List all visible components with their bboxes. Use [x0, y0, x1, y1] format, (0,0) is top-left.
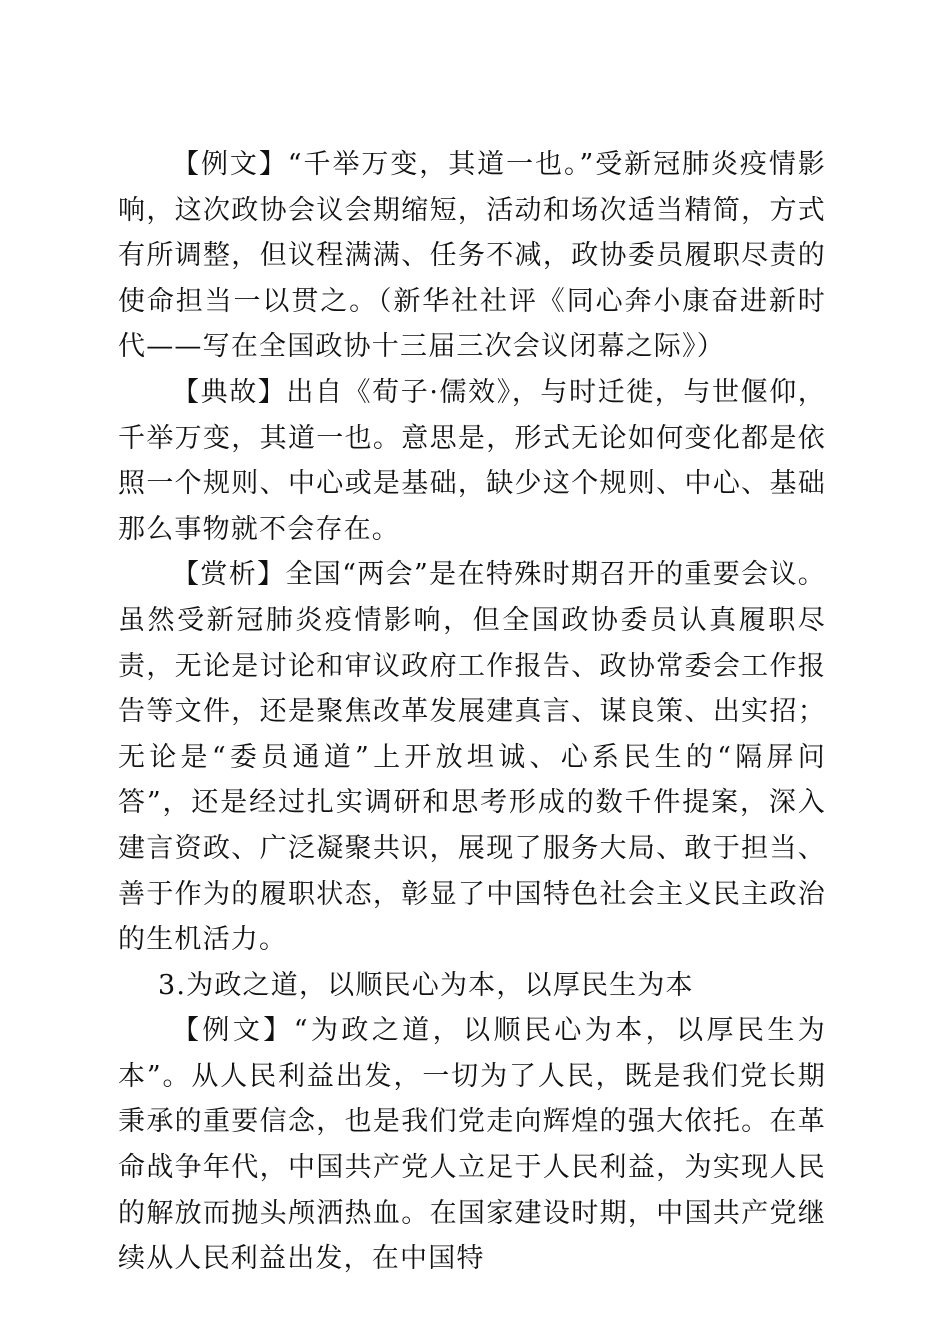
- allusion-text: 出自《荀子·儒效》，与时迁徙，与世偃仰，千举万变，其道一也。意思是，形式无论如何变化都是依照一个规则、中心或是基础，缺少这个规则、中心、基础那么事物就不会存在。: [118, 376, 826, 545]
- document-body: [118, 142, 826, 1282]
- example-text-2: “为政之道，以顺民心为本，以厚民生为本”。从人民利益出发，一切为了人民，既是我们党长期秉承的重要信念，也是我们党走向辉煌的强大依托。在革命战争年代，中国共产党人立足于人民利益，为实现人民的解放而抛头颅洒热血。在国家建设时期，中国共产党继续从人民利益出发，在中国特: [118, 1015, 826, 1275]
- example-text: “千举万变，其道一也。”受新冠肺炎疫情影响，这次政协会议会期缩短，活动和场次适当精简，方式有所调整，但议程满满、任务不减，政协委员履职尽责的使命担当一以贯之。（新华社社评《同心奔小康奋进新时代——写在全国政协十三届三次会议闭幕之际》）: [118, 149, 826, 363]
- example-tag: 【例文】: [172, 149, 288, 180]
- example-tag-2: 【例文】: [172, 1015, 294, 1047]
- analysis-tag: 【赏析】: [172, 559, 286, 591]
- section-heading-3: 3.为政之道，以顺民心为本，以厚民生为本: [158, 969, 694, 1001]
- allusion-tag: 【典故】: [172, 376, 287, 408]
- analysis-paragraph: [118, 552, 826, 962]
- analysis-text: 全国“两会”是在特殊时期召开的重要会议。虽然受新冠肺炎疫情影响，但全国政协委员认真履职尽责，无论是讨论和审议政府工作报告、政协常委会工作报告等文件，还是聚焦改革发展建真言、谋良策、出实招；无论是“委员通道”上开放坦诚、心系民生的“隔屏问答”，还是经过扎实调研和思考形成的数千件提案，深入建言资政、广泛凝聚共识，展现了服务大局、敢于担当、善于作为的履职状态，彰显了中国特色社会主义民主政治的生机活力。: [118, 559, 826, 956]
- allusion-paragraph: [118, 370, 826, 552]
- example-paragraph-1: [118, 142, 826, 370]
- example-paragraph-2: [118, 1008, 826, 1282]
